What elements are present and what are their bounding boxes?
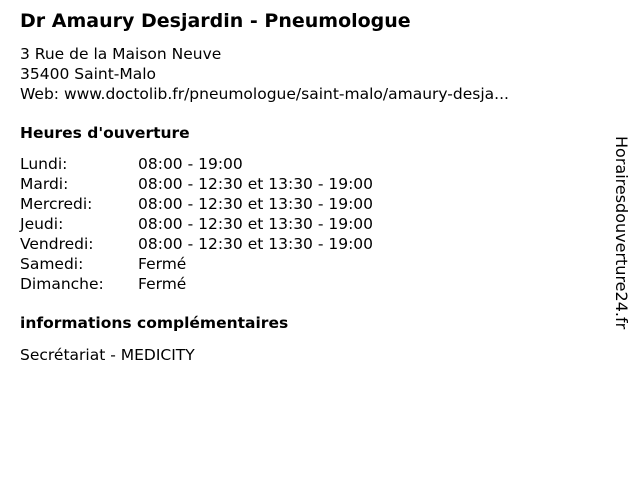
hours-row-monday xyxy=(20,154,373,174)
site-watermark: Horairesdouverture24.fr xyxy=(612,136,631,330)
time-value: 08:00 - 19:00 xyxy=(138,155,243,173)
page-title: Dr Amaury Desjardin - Pneumologue xyxy=(20,10,411,32)
time-value: Fermé xyxy=(138,255,187,273)
day-label: Mercredi: xyxy=(20,195,93,213)
hours-row-saturday xyxy=(20,254,373,274)
additional-info-text: Secrétariat - MEDICITY xyxy=(20,346,195,364)
hours-row-sunday xyxy=(20,274,373,294)
day-label: Samedi: xyxy=(20,255,84,273)
opening-hours-table xyxy=(20,154,373,294)
time-value: 08:00 - 12:30 et 13:30 - 19:00 xyxy=(138,195,374,213)
time-value: 08:00 - 12:30 et 13:30 - 19:00 xyxy=(138,215,374,233)
hours-row-tuesday xyxy=(20,174,373,194)
street-address: 3 Rue de la Maison Neuve xyxy=(20,45,222,63)
time-value: 08:00 - 12:30 et 13:30 - 19:00 xyxy=(138,235,374,253)
time-value: 08:00 - 12:30 et 13:30 - 19:00 xyxy=(138,175,374,193)
day-label: Vendredi: xyxy=(20,235,94,253)
hours-row-friday xyxy=(20,234,373,254)
day-label: Mardi: xyxy=(20,175,69,193)
additional-info-heading: informations complémentaires xyxy=(20,314,289,332)
opening-hours-heading: Heures d'ouverture xyxy=(20,124,190,142)
address-block xyxy=(20,44,509,104)
hours-row-thursday xyxy=(20,214,373,234)
day-label: Jeudi: xyxy=(20,215,64,233)
time-value: Fermé xyxy=(138,275,187,293)
day-label: Lundi: xyxy=(20,155,68,173)
city-address: 35400 Saint-Malo xyxy=(20,65,157,83)
hours-row-wednesday xyxy=(20,194,373,214)
website-link[interactable]: Web: www.doctolib.fr/pneumologue/saint-malo/amaury-desja... xyxy=(20,85,509,103)
day-label: Dimanche: xyxy=(20,275,104,293)
